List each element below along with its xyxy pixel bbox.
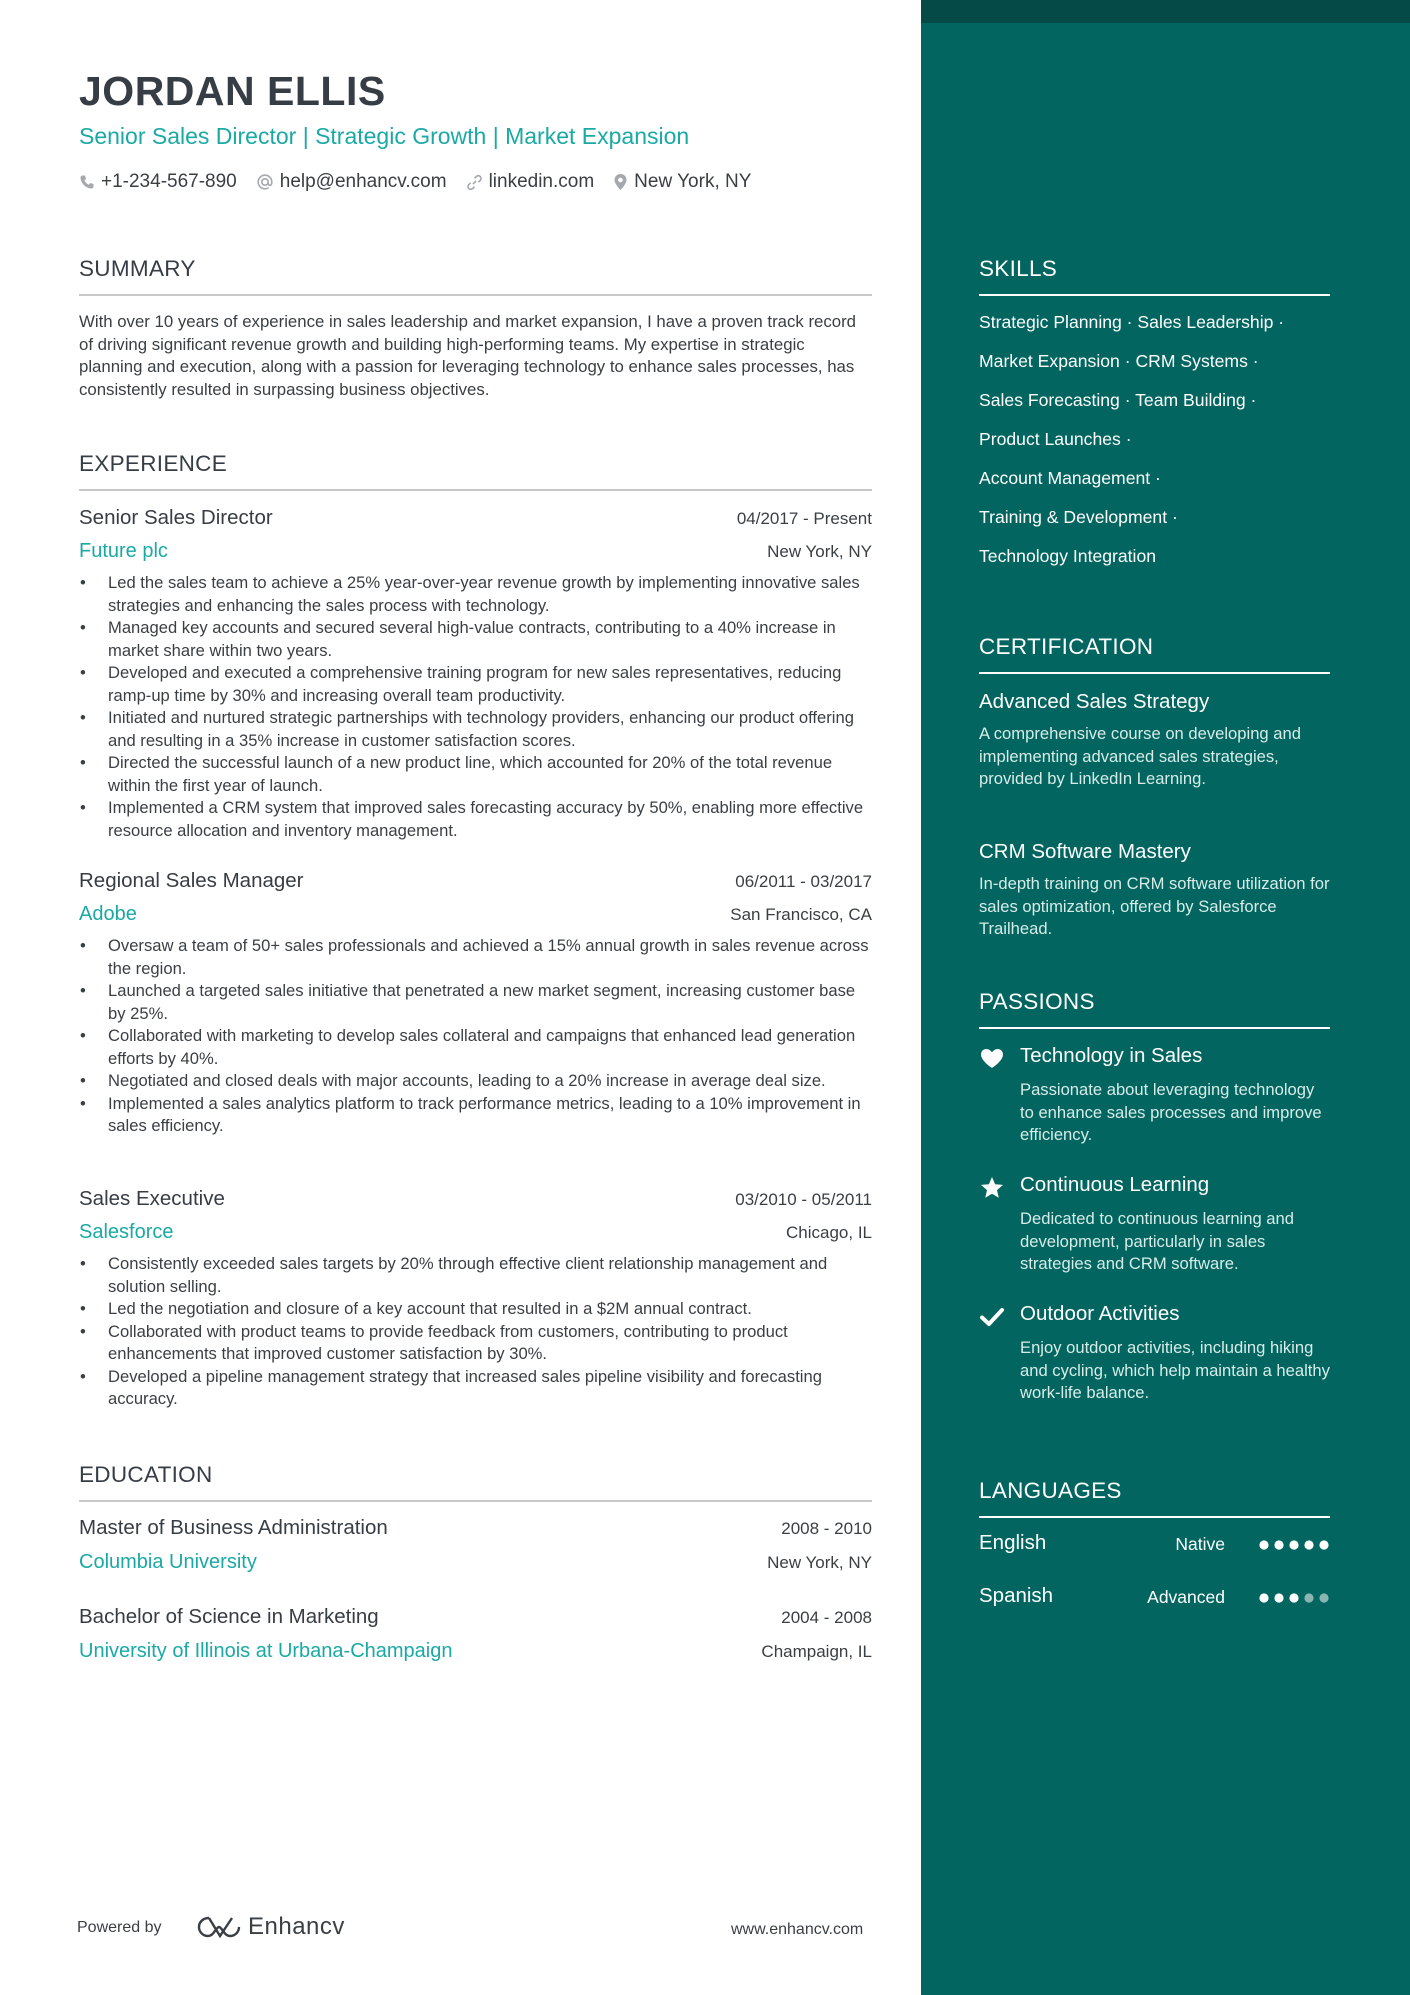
passion-description: Enjoy outdoor activities, including hiking and cycling, which help maintain a healthy work-life balance. <box>1020 1338 1330 1402</box>
experience-item <box>79 1187 872 1411</box>
passions-heading: PASSIONS <box>979 989 1095 1014</box>
certification-heading: CERTIFICATION <box>979 634 1154 659</box>
skill-line: Technology Integration <box>979 546 1157 566</box>
check-icon <box>979 1304 1005 1330</box>
summary-text: With over 10 years of experience in sales leadership and market expansion, I have a proven track record of driving significant revenue growth and building high-performing teams. My expertise in strategic planning and execution, along with a passion for leveraging technology to enhance sales processes, has consistently resulted in surpassing business objectives. <box>79 312 857 399</box>
job-bullet: • Consistently exceeded sales targets by 20% through effective client relationship management and solution selling. <box>79 1253 872 1298</box>
job-dates: 03/2010 - 05/2011 <box>735 1190 872 1209</box>
rating-dot-filled <box>1259 1593 1268 1602</box>
experience-divider <box>79 489 872 491</box>
job-bullets <box>79 935 872 1138</box>
email-text: help@enhancv.com <box>279 171 447 192</box>
job-bullet: • Managed key accounts and secured several high-value contracts, contributing to a 40% increase in market share within two years. <box>79 617 872 662</box>
rating-dot-empty <box>1319 1593 1328 1602</box>
contact-phone[interactable] <box>79 171 237 193</box>
candidate-name: JORDAN ELLIS <box>79 68 386 114</box>
job-bullet: • Led the sales team to achieve a 25% year-over-year revenue growth by implementing innovative sales strategies and enhancing the sales process with technology. <box>79 572 872 617</box>
job-bullet: • Implemented a sales analytics platform to track performance metrics, leading to a 10% improvement in sales efficiency. <box>79 1093 872 1138</box>
link-icon <box>466 174 483 191</box>
certification-divider <box>979 672 1330 674</box>
location-text: New York, NY <box>634 171 752 192</box>
job-title: Sales Executive <box>79 1187 225 1210</box>
passions-divider <box>979 1027 1330 1029</box>
rating-dot-empty <box>1304 1593 1313 1602</box>
job-company: Salesforce <box>79 1221 174 1243</box>
job-bullet: • Developed a pipeline management strategy that increased sales pipeline visibility and forecasting accuracy. <box>79 1366 872 1411</box>
school: Columbia University <box>79 1551 257 1573</box>
language-row <box>979 1584 1330 1614</box>
certification-name: CRM Software Mastery <box>979 840 1191 863</box>
job-location: Chicago, IL <box>786 1223 872 1242</box>
job-bullet: • Oversaw a team of 50+ sales professionals and achieved a 15% annual growth in sales revenue across the region. <box>79 935 872 980</box>
language-rating <box>1258 1591 1330 1605</box>
certification-name: Advanced Sales Strategy <box>979 690 1210 713</box>
education-divider <box>79 1500 872 1502</box>
footer-powered-by: Powered by <box>77 1919 162 1936</box>
degree: Bachelor of Science in Marketing <box>79 1605 379 1628</box>
language-level: Advanced <box>1147 1587 1225 1607</box>
education-location: Champaign, IL <box>761 1642 872 1661</box>
job-location: New York, NY <box>767 542 872 561</box>
job-bullet: • Led the negotiation and closure of a key account that resulted in a $2M annual contract. <box>79 1298 872 1321</box>
language-name: English <box>979 1531 1047 1554</box>
skill-line: Training & Development · <box>979 507 1178 527</box>
rating-dot-filled <box>1319 1540 1328 1549</box>
job-dates: 06/2011 - 03/2017 <box>735 872 872 891</box>
rating-dot-filled <box>1289 1540 1298 1549</box>
skill-line: Account Management · <box>979 468 1161 488</box>
language-row <box>979 1531 1330 1561</box>
languages-divider <box>979 1516 1330 1518</box>
job-location: San Francisco, CA <box>730 905 872 924</box>
certification-description: In-depth training on CRM software utilization for sales optimization, offered by Salesforce Trailhead. <box>979 874 1330 938</box>
rating-dot-filled <box>1274 1593 1283 1602</box>
contact-location <box>613 171 751 193</box>
education-heading: EDUCATION <box>79 1462 213 1487</box>
experience-item <box>79 506 872 842</box>
summary-divider <box>79 294 872 296</box>
heart-icon <box>979 1046 1005 1072</box>
skill-line: Strategic Planning · Sales Leadership · <box>979 312 1285 332</box>
passion-title: Technology in Sales <box>1020 1044 1203 1067</box>
candidate-tagline: Senior Sales Director | Strategic Growth | Market Expansion <box>79 123 690 149</box>
certification-description: A comprehensive course on developing and implementing advanced sales strategies, provided by LinkedIn Learning. <box>979 724 1301 788</box>
at-icon <box>256 173 274 191</box>
passion-title: Outdoor Activities <box>1020 1302 1180 1325</box>
skills-divider <box>979 294 1330 296</box>
star-icon <box>979 1175 1005 1201</box>
linkedin-text: linkedin.com <box>488 171 595 192</box>
skill-line: Sales Forecasting · Team Building · <box>979 390 1257 410</box>
job-bullet: • Implemented a CRM system that improved sales forecasting accuracy by 50%, enabling more effective resource allocation and inventory management. <box>79 797 872 842</box>
rating-dot-filled <box>1259 1540 1268 1549</box>
rating-dot-filled <box>1304 1540 1313 1549</box>
summary-heading: SUMMARY <box>79 256 196 281</box>
job-bullet: • Initiated and nurtured strategic partnerships with technology providers, enhancing our product offering and resulting in a 35% increase in customer satisfaction scores. <box>79 707 872 752</box>
job-bullets <box>79 572 872 842</box>
rating-dot-filled <box>1274 1540 1283 1549</box>
education-years: 2008 - 2010 <box>781 1519 872 1538</box>
skill-line: Market Expansion · CRM Systems · <box>979 351 1259 371</box>
education-years: 2004 - 2008 <box>781 1608 872 1627</box>
job-title: Senior Sales Director <box>79 506 273 529</box>
rating-dot-filled <box>1289 1593 1298 1602</box>
education-location: New York, NY <box>767 1553 872 1572</box>
job-dates: 04/2017 - Present <box>736 509 872 528</box>
job-title: Regional Sales Manager <box>79 869 304 892</box>
job-bullet: • Directed the successful launch of a new product line, which accounted for 20% of the total revenue within the first year of launch. <box>79 752 872 797</box>
skill-line: Product Launches · <box>979 429 1132 449</box>
contact-email[interactable] <box>256 171 447 193</box>
sidebar-top-bar <box>921 0 1410 23</box>
contact-linkedin[interactable] <box>466 171 595 193</box>
experience-item <box>79 869 872 1138</box>
enhancv-logo-icon <box>196 1914 242 1940</box>
language-level: Native <box>1175 1534 1225 1554</box>
language-name: Spanish <box>979 1584 1054 1607</box>
job-bullets <box>79 1253 872 1411</box>
job-company: Adobe <box>79 903 137 925</box>
job-company: Future plc <box>79 540 168 562</box>
job-bullet: • Launched a targeted sales initiative that penetrated a new market segment, increasing customer base by 25%. <box>79 980 872 1025</box>
passion-title: Continuous Learning <box>1020 1173 1210 1196</box>
phone-text: +1-234-567-890 <box>101 171 237 192</box>
skills-heading: SKILLS <box>979 256 1058 281</box>
passion-description: Dedicated to continuous learning and development, particularly in sales strategies and CRM software. <box>1020 1209 1294 1273</box>
footer-brand-name: Enhancv <box>248 1913 345 1940</box>
languages-heading: LANGUAGES <box>979 1478 1122 1503</box>
experience-heading: EXPERIENCE <box>79 451 228 476</box>
degree: Master of Business Administration <box>79 1516 388 1539</box>
job-bullet: • Developed and executed a comprehensive training program for new sales representatives, reducing ramp-up time by 30% and increasing overall team productivity. <box>79 662 872 707</box>
location-pin-icon <box>613 173 628 191</box>
footer-brand[interactable] <box>196 1913 345 1941</box>
job-bullet: • Negotiated and closed deals with major accounts, leading to a 20% increase in average deal size. <box>79 1070 872 1093</box>
job-bullet: • Collaborated with marketing to develop sales collateral and campaigns that enhanced lead generation efforts by 40%. <box>79 1025 872 1070</box>
contact-bar <box>79 169 770 195</box>
phone-icon <box>79 174 95 190</box>
footer-url[interactable]: www.enhancv.com <box>731 1921 864 1938</box>
passion-description: Passionate about leveraging technology to enhance sales processes and improve efficiency. <box>1020 1080 1322 1144</box>
school: University of Illinois at Urbana-Champaign <box>79 1640 453 1662</box>
language-rating <box>1258 1538 1330 1552</box>
job-bullet: • Collaborated with product teams to provide feedback from customers, contributing to product enhancements that improved customer satisfaction by 30%. <box>79 1321 872 1366</box>
